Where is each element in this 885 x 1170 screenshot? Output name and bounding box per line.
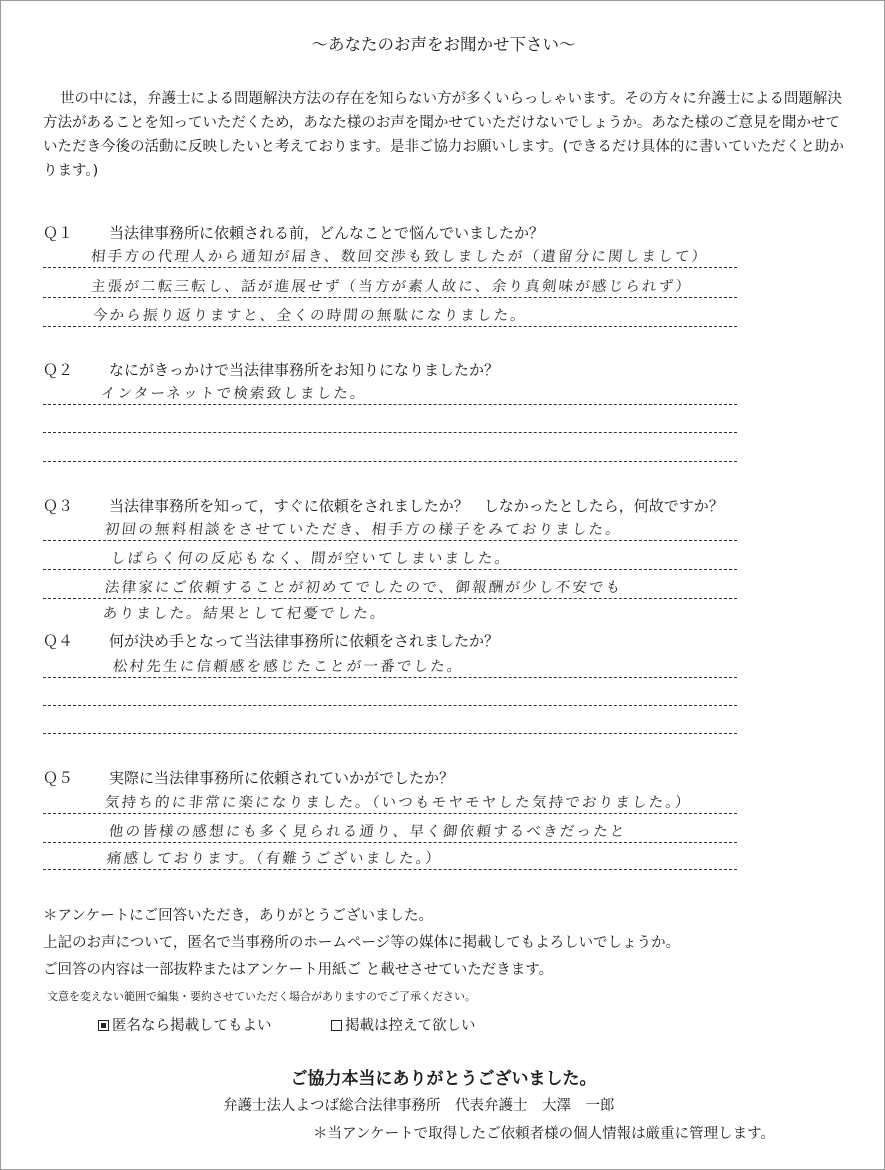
q2-answer-rule-2 <box>43 432 737 433</box>
q1-number: Ｑ１ <box>43 224 74 242</box>
option-anonymous[interactable] <box>98 1014 272 1035</box>
q1-answer-rule-3 <box>43 326 737 327</box>
q2-number: Ｑ２ <box>43 361 74 379</box>
q5-number: Ｑ５ <box>43 769 74 787</box>
q3-answer-line-2: しばらく何の反応もなく、間が空いてしまいました。 <box>110 551 513 567</box>
edit-note: 文意を変えない範囲で編集・要約させていただく場合がありますのでご了承ください。 <box>47 990 476 1003</box>
option-decline-label: 掲載は控えて欲しい <box>345 1018 476 1034</box>
q5-answer-rule-1 <box>43 813 737 814</box>
q4-text: 何が決め手となって当法律事務所に依頼をされましたか？ <box>109 632 500 650</box>
q4-number: Ｑ４ <box>43 632 74 650</box>
checkbox-empty-icon[interactable] <box>331 1020 342 1031</box>
q1-answer-rule-2 <box>43 297 737 298</box>
q4-answer-rule-3 <box>43 733 737 734</box>
q5-answer-line-3: 痛感しております。（有難うございました。） <box>106 851 443 867</box>
option-anonymous-label: 匿名なら掲載してもよい <box>112 1018 272 1034</box>
q1-answer-line-3: 今から振り返りますと、全くの時間の無駄になりました。 <box>92 308 528 324</box>
q1-text: 当法律事務所に依頼される前，どんなことで悩んでいましたか？ <box>109 224 545 242</box>
q2-answer-line-1: インターネットで検索致しました。 <box>100 386 368 402</box>
q3-answer-rule-3 <box>43 598 737 599</box>
q1-answer-rule-1 <box>43 267 737 268</box>
q4-answer-rule-1 <box>43 677 737 678</box>
q5-text: 実際に当法律事務所に依頼されていかがでしたか？ <box>109 769 455 787</box>
q1-answer-line-2: 主張が二転三転し、話が進展せず（当方が素人故に、余り真剣味が感じられず） <box>90 279 693 295</box>
privacy-note: ＊当アンケートで取得したご依頼者様の個人情報は厳重に管理します。 <box>313 1126 775 1142</box>
q2-text: なにがきっかけで当法律事務所をお知りになりましたか？ <box>109 361 500 379</box>
q3-answer-rule-2 <box>43 569 737 570</box>
q2-answer-rule-1 <box>43 404 737 405</box>
firm-signature: 弁護士法人よつば総合法律事務所 代表弁護士 大澤 一郎 <box>223 1098 615 1114</box>
intro-paragraph <box>43 87 853 183</box>
thanks-note: ＊アンケートにご回答いただき，ありがとうございました。 <box>43 908 434 924</box>
q3-answer-line-3: 法律家にご依頼することが初めてでしたので、御報酬が少し不安でも <box>104 580 624 596</box>
q5-answer-line-2: 他の皆様の感想にも多く見られる通り、早く御依頼するべきだったと <box>108 824 628 840</box>
intro-text: 世の中には，弁護士による問題解決方法の存在を知らない方が多くいらっしゃいます。その方々に弁護士による問題解決方法があることを知っていただくため，あなた様のお声を聞かせていただけないでしょうか。あなた様のご意見を聞かせていただき今後の活動に反映したいと考えております。是非ご協力お願いします。(できるだけ具体的に書いていただくと助かります。) <box>43 91 844 179</box>
q5-answer-line-1: 気持ち的に非常に楽になりました。（いつもモヤモヤした気持でおりました。） <box>104 795 693 811</box>
q5-answer-rule-2 <box>43 842 737 843</box>
q3-answer-line-1: 初回の無料相談をさせていただき、相手方の様子をみておりました。 <box>104 522 623 538</box>
excerpt-note: ご回答の内容は一部抜粋またはアンケート用紙ご と載せさせていただきます。 <box>43 962 554 978</box>
q3-answer-line-4: ありました。結果として杞憂でした。 <box>102 606 388 622</box>
q3-answer-rule-1 <box>43 540 737 541</box>
q3-text: 当法律事務所を知って，すぐに依頼をされましたか？ しなかったとしたら，何故ですか？ <box>109 497 724 515</box>
q4-answer-rule-2 <box>43 705 737 706</box>
q4-answer-line-1: 松村先生に信頼感を感じたことが一番でした。 <box>112 659 465 675</box>
q2-answer-rule-3 <box>43 461 737 462</box>
q5-answer-rule-3 <box>43 869 737 870</box>
option-decline[interactable] <box>331 1014 476 1035</box>
publish-question: 上記のお声について，匿名で当事務所のホームページ等の媒体に掲載してもよろしいでしょうか。 <box>43 935 681 951</box>
page-title: ～あなたのお声をお聞かせ下さい～ <box>311 35 576 54</box>
q3-number: Ｑ３ <box>43 497 74 515</box>
q1-answer-line-1: 相手方の代理人から通知が届き、数回交渉も致しましたが（遺留分に関しまして） <box>90 249 710 265</box>
footer-thanks: ご協力本当にありがとうございました。 <box>290 1069 597 1089</box>
checkbox-checked-icon[interactable] <box>98 1020 109 1031</box>
